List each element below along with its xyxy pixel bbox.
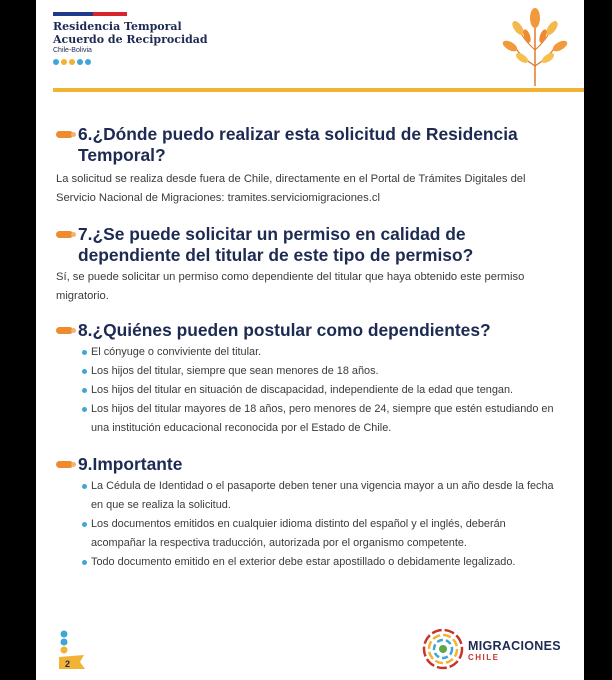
list-item: Los hijos del titular mayores de 18 años, pero menores de 24, siempre que estén estudiando en una institución educacional reconocida por el Estado de Chile. (82, 400, 561, 438)
page-number: 2 (65, 659, 71, 669)
section-6 (56, 124, 561, 208)
header-dot (77, 59, 83, 65)
list-item: Todo documento emitido en el exterior debe estar apostillado o debidamente legalizado. (82, 553, 561, 572)
header-subtitle: Chile-Bolivia (53, 47, 92, 54)
flag-bar (53, 12, 93, 16)
list-item: La Cédula de Identidad o el pasaporte deben tener una vigencia mayor a un año desde la fecha en que se realiza la solicitud. (82, 477, 561, 515)
header-title (53, 20, 208, 46)
faq-content (56, 124, 561, 572)
header-dots (53, 59, 91, 65)
header-divider (53, 88, 584, 92)
important-list (56, 477, 561, 572)
question-text: 9.Importante (78, 454, 183, 474)
section-7 (56, 224, 561, 306)
question-text: 7.¿Se puede solicitar un permiso en calidad de dependiente del titular de este tipo de permiso? (78, 224, 474, 265)
header-dot (69, 59, 75, 65)
question-heading (56, 124, 561, 166)
list-item: Los hijos del titular en situación de discapacidad, independiente de la edad que tengan. (82, 381, 561, 400)
header-dot (61, 59, 67, 65)
migraciones-logo-icon (422, 628, 464, 670)
question-text: 6.¿Dónde puedo realizar esta solicitud de Residencia Temporal? (78, 124, 518, 165)
dependents-list (56, 343, 561, 438)
migraciones-logo-text (468, 640, 561, 662)
flower-icon (500, 6, 570, 88)
pencil-bullet-icon (56, 327, 73, 334)
section-8 (56, 320, 561, 438)
pencil-bullet-icon (56, 231, 73, 238)
header-title-line2: Acuerdo de Reciprocidad (53, 33, 208, 46)
section-9 (56, 454, 561, 572)
page-number-badge (58, 630, 88, 672)
answer-text: La solicitud se realiza desde fuera de Chile, directamente en el Portal de Trámites Digitales del Servicio Nacional de Migraciones: tramites.serviciomigraciones.cl (56, 173, 526, 204)
document-page (36, 0, 584, 680)
question-heading (56, 454, 561, 475)
question-text: 8.¿Quiénes pueden postular como dependientes? (78, 320, 491, 340)
question-heading (56, 224, 561, 266)
list-item: Los documentos emitidos en cualquier idioma distinto del español y el inglés, deberán acompañar la respectiva traducción, autorizada por el organismo competente. (82, 515, 561, 553)
answer-text: Sí, se puede solicitar un permiso como dependiente del titular que haya obtenido este permiso migratorio. (56, 271, 525, 302)
list-item: Los hijos del titular, siempre que sean menores de 18 años. (82, 362, 561, 381)
list-item: El cónyuge o conviviente del titular. (82, 343, 561, 362)
pencil-bullet-icon (56, 131, 73, 138)
question-heading (56, 320, 561, 341)
header-dot (53, 59, 59, 65)
logo-sub-text: CHILE (468, 653, 500, 662)
header-title-line1: Residencia Temporal (53, 20, 182, 33)
header-dot (85, 59, 91, 65)
pencil-bullet-icon (56, 461, 73, 468)
logo-main-text: MIGRACIONES (468, 639, 561, 653)
